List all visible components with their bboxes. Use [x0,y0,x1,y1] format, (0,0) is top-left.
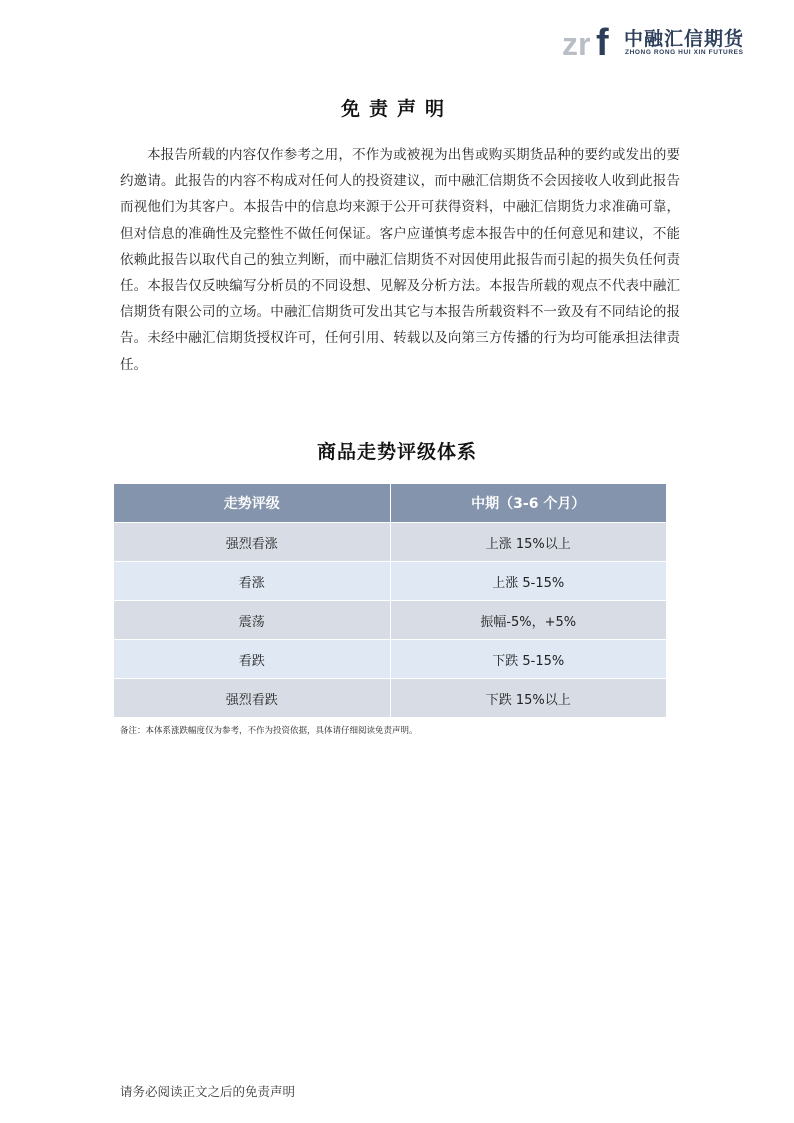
logo-english-name: ZHONG RONG HUI XIN FUTURES [625,49,744,56]
table-row [114,601,667,640]
rating-cell: 强烈看跌 [114,679,391,718]
svg-text:zr: zr [562,26,591,60]
company-logo [562,18,752,64]
range-cell: 下跌 15%以上 [390,679,667,718]
table-row [114,640,667,679]
table-row [114,523,667,562]
table-header-row [114,484,667,523]
rating-cell: 强烈看涨 [114,523,391,562]
range-cell: 上涨 15%以上 [390,523,667,562]
table-row [114,562,667,601]
rating-table [113,483,667,718]
rating-system-title: 商品走势评级体系 [316,441,477,463]
table-row [114,679,667,718]
table-note: 备注：本体系涨跌幅度仅为参考，不作为投资依据，具体请仔细阅读免责声明。 [120,726,418,736]
logo-chinese-name: 中融汇信期货 [624,28,745,50]
rating-cell: 震荡 [114,601,391,640]
rating-cell: 看跌 [114,640,391,679]
header-rating: 走势评级 [114,484,391,523]
range-cell: 下跌 5-15% [390,640,667,679]
rating-cell: 看涨 [114,562,391,601]
svg-text:f: f [596,22,609,60]
disclaimer-body: 本报告所载的内容仅作参考之用，不作为或被视为出售或购买期货品种的要约或发出的要约邀请。此报告的内容不构成对任何人的投资建议，而中融汇信期货不会因接收人收到此报告而视他们为其客户。本报告中的信息均来源于公开可获得资料，中融汇信期货力求准确可靠，但对信息的准确性及完整性不做任何保证。客户应谨慎考虑本报告中的任何意见和建议，不能依赖此报告以取代自己的独立判断，而中融汇信期货不对因使用此报告而引起的损失负任何责任。本报告仅反映编写分析员的不同设想、见解及分析方法。本报告所载的观点不代表中融汇信期货有限公司的立场。中融汇信期货可发出其它与本报告所载资料不一致及有不同结论的报告。未经中融汇信期货授权许可，任何引用、转载以及向第三方传播的行为均可能承担法律责任。 [120,147,680,373]
range-cell: 振幅-5%，+5% [390,601,667,640]
range-cell: 上涨 5-15% [390,562,667,601]
zrf-logo-mark [562,22,618,60]
header-mid-term: 中期（3-6 个月） [390,484,667,523]
page-footer: 请务必阅读正文之后的免责声明 [120,1084,296,1099]
disclaimer-title: 免责声明 [340,98,453,120]
